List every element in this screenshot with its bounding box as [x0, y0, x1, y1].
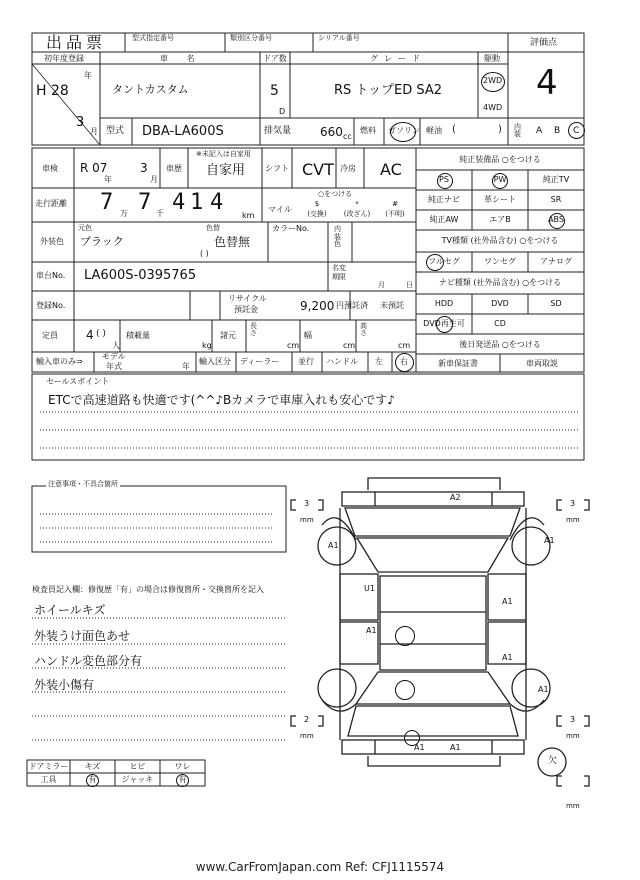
mark-rear-1: A1	[414, 743, 425, 752]
sen-unit: 千	[156, 209, 164, 218]
navi-sd: SD	[550, 299, 562, 308]
interior-a: A	[536, 126, 543, 136]
dealer-option: ディーラー	[240, 357, 280, 366]
legend-mirror: ドアミラー	[28, 762, 69, 771]
mileage-digit-3: 4	[172, 190, 186, 215]
unknown-label: (不明)	[385, 210, 405, 218]
color-value: ブラック	[80, 235, 124, 248]
recycle-unit: 円	[336, 301, 344, 310]
form-title: 出品票	[46, 33, 107, 52]
legend-tools-yes: 有	[88, 775, 97, 784]
shaken-label: 車検	[42, 164, 58, 173]
kei-bracket-close: )	[498, 124, 502, 135]
exchange-symbol: $	[314, 200, 320, 208]
color-change-label: 色替	[206, 224, 220, 232]
equip-pw: PW	[493, 175, 507, 184]
displacement-label: 排気量	[264, 126, 292, 136]
reg-label: 登録No.	[36, 301, 66, 310]
not-deposited: 未預託	[380, 301, 404, 310]
shaken-month-unit: 月	[150, 175, 158, 184]
ship-title: 後日発送品 ○をつける	[459, 340, 541, 349]
meter-note: ○をつける	[318, 190, 353, 198]
capacity-value: 4	[86, 328, 94, 342]
width-label: 幅	[304, 331, 312, 340]
aircon-value: AC	[380, 160, 402, 179]
width-cm: cm	[343, 341, 356, 350]
grade-value: RS トップED SA2	[334, 83, 443, 98]
deposited: 預託済	[344, 301, 368, 310]
equip-leather: 革シート	[484, 195, 516, 204]
equip-pw-circle	[492, 173, 508, 189]
car-name-label: 車 名	[160, 54, 203, 63]
legend-jack-yes: 有	[178, 775, 187, 784]
tv-fullseg: フルセグ	[428, 257, 460, 266]
score-value: 4	[536, 63, 558, 103]
model-year-unit: 年	[182, 362, 190, 371]
tread-fl-mm: mm	[300, 516, 314, 524]
first-reg-month: 3	[76, 115, 85, 130]
tampered-label: (改ざん)	[343, 210, 371, 218]
legend-tools: 工具	[40, 775, 57, 784]
mileage-digit-1: 7	[100, 190, 114, 215]
footer-watermark: www.CarFromJapan.com Ref: CFJ1115574	[195, 860, 445, 874]
shaken-year: R 07	[80, 161, 108, 175]
tampered-symbol: *	[355, 200, 359, 208]
equip-navi: 純正ナビ	[428, 195, 460, 204]
name-change-month: 月	[378, 281, 385, 289]
spare-mm: mm	[566, 802, 580, 810]
tv-title: TV種類 (社外品含む) ○をつける	[441, 236, 559, 245]
equip-airbag: エアB	[489, 215, 511, 224]
man-unit: 万	[120, 209, 128, 218]
legend-crack: ヒビ	[129, 762, 146, 771]
length-cm: cm	[287, 341, 300, 350]
color-label: 外装色	[40, 237, 64, 246]
tv-fullseg-circle	[426, 254, 444, 271]
interior-selected-circle	[568, 122, 585, 139]
category-label: 類別区分番号	[230, 34, 272, 42]
history-note: ※未記入は自家用	[196, 150, 251, 158]
handle-left: 左	[375, 357, 383, 366]
tv-oneseg: ワンセグ	[484, 257, 516, 266]
displacement-value: 660	[320, 125, 343, 139]
equip-ps-circle	[437, 173, 453, 189]
history-value: 自家用	[206, 163, 246, 178]
note-item-2: 外装うけ面色あせ	[34, 629, 131, 643]
note-item-4: 外装小傷有	[34, 678, 95, 692]
tread-fr: 3	[570, 499, 576, 508]
color-change-value: 色替無	[214, 235, 251, 249]
equip-aw: 純正AW	[429, 215, 459, 224]
mileage-digit-5: 4	[210, 190, 224, 215]
equip-sr: SR	[550, 195, 562, 204]
first-reg-label: 初年度登録	[44, 54, 84, 63]
door-label: ドア数	[263, 54, 287, 63]
handle-right: 右	[400, 357, 408, 366]
fuel-selected-circle	[390, 122, 416, 142]
load-label: 積載量	[126, 331, 150, 340]
interior-b: B	[554, 126, 561, 136]
car-name: タントカスタム	[112, 83, 189, 96]
mileage-label: 走行距離	[35, 199, 67, 208]
kg-unit: kg	[202, 341, 212, 350]
handle-label: ハンドル	[326, 357, 358, 366]
color-num-label: カラーNo.	[272, 224, 310, 233]
color-paren: ( )	[200, 249, 209, 258]
capacity-label: 定員	[42, 331, 58, 340]
serial-label: シリアル番号	[318, 34, 360, 42]
note-item-1: ホイールキズ	[34, 603, 106, 617]
interior-label: 内装	[514, 123, 521, 138]
car-diagram	[291, 478, 589, 786]
navi-dvd-play-circle	[436, 316, 453, 333]
exchange-label: (交換)	[307, 210, 327, 218]
drive-2wd: 2WD	[483, 76, 503, 85]
mark-rear-2: A1	[450, 743, 461, 752]
chassis-label: 車台No.	[36, 271, 66, 280]
navi-title: ナビ種類 (社外品含む) ○をつける	[438, 278, 562, 287]
equipment-title: 純正装備品 ○をつける	[459, 155, 541, 164]
model-year-label-a: モデル	[102, 352, 126, 361]
fuel-label: 燃料	[360, 126, 376, 135]
tread-fl: 3	[304, 499, 310, 508]
name-change-label-a: 名変	[332, 264, 346, 272]
aircon-label: 冷房	[340, 164, 356, 173]
sales-text: ETCで高速道路も快適です(^^♪Bカメラで車庫入れも安心です♪	[48, 393, 395, 407]
first-reg-era: H 28	[36, 83, 69, 99]
capacity-unit: 人	[112, 341, 120, 350]
km-unit: km	[242, 211, 255, 220]
legend-jack: ジャッキ	[121, 775, 154, 784]
equip-abs: ABS	[548, 215, 564, 224]
navi-dvd-play: DVD再生可	[423, 319, 465, 328]
kei-label: 軽油	[426, 126, 442, 135]
legend-tools-circle	[86, 774, 99, 787]
navi-dvd: DVD	[491, 299, 509, 308]
handle-selected-circle	[395, 353, 414, 372]
shaken-year-unit: 年	[104, 175, 112, 184]
mileage-digit-2: 7	[138, 190, 152, 215]
mark-door-r2: A1	[502, 653, 513, 662]
model-year-label-b: 年式	[106, 362, 122, 371]
model-label: 型式	[106, 126, 125, 136]
ship-warranty: 新車保証書	[438, 359, 478, 368]
drive-label: 駆動	[484, 54, 500, 63]
tread-rl: 2	[304, 715, 310, 724]
ship-manual: 車両取説	[526, 359, 558, 368]
chassis-value: LA600S-0395765	[84, 268, 197, 283]
recycle-label-b: 預託金	[234, 305, 258, 314]
tread-rr-mm: mm	[566, 732, 580, 740]
mark-door-l: A1	[366, 626, 377, 635]
grade-label: グレード	[370, 54, 426, 63]
mile-option: マイル	[268, 205, 292, 214]
mark-door-r1: A1	[502, 597, 513, 606]
recycle-value: 9,200	[300, 299, 335, 313]
mark-circle-1	[395, 626, 415, 646]
mark-spare-missing: 欠	[548, 756, 558, 766]
mileage-digit-4: 1	[190, 190, 204, 215]
equip-ps: PS	[439, 175, 449, 184]
interior-c: C	[573, 126, 580, 136]
capacity-paren: ( )	[96, 329, 106, 339]
navi-cd: CD	[494, 319, 506, 328]
mark-front: A2	[450, 493, 461, 502]
tread-rr: 3	[570, 715, 576, 724]
door-count: 5	[270, 83, 279, 99]
inspector-title: 検査員記入欄：修復歴「有」の場合は修復箇所・交換箇所を記入	[32, 585, 264, 594]
shaken-month: 3	[140, 161, 148, 175]
name-change-day: 日	[406, 281, 413, 289]
month-unit: 月	[90, 127, 98, 136]
drive-selected-circle	[481, 72, 505, 92]
mark-wheel-fl: A1	[328, 541, 339, 550]
fuel-value: ガソリン	[388, 126, 420, 135]
parallel-option: 並行	[298, 357, 314, 366]
tread-fr-mm: mm	[566, 516, 580, 524]
kei-bracket-open: (	[452, 124, 456, 135]
cc-unit: cc	[343, 132, 352, 141]
door-d: D	[279, 107, 286, 116]
height-label: 高さ	[360, 322, 367, 337]
unknown-symbol: #	[392, 200, 398, 208]
shift-label: シフト	[265, 164, 289, 173]
equip-tv: 純正TV	[542, 175, 570, 184]
name-change-label-b: 期限	[332, 273, 346, 281]
mark-u1: U1	[364, 584, 375, 593]
equip-abs-circle	[549, 213, 565, 229]
score-label: 評価点	[530, 38, 558, 48]
shift-value: CVT	[302, 160, 334, 179]
mark-wheel-rr: A1	[538, 685, 549, 694]
history-label: 車歴	[166, 164, 182, 173]
import-label: 輸入車のみ⇒	[36, 357, 83, 366]
sales-label: セールスポイント	[46, 377, 110, 386]
notes-title: 注意事項・不具合箇所	[48, 480, 118, 488]
legend-broken: ワレ	[174, 762, 191, 771]
height-cm: cm	[398, 341, 411, 350]
mark-circle-3	[404, 730, 420, 746]
type-spec-label: 型式指定番号	[132, 34, 174, 42]
dims-label: 諸元	[220, 331, 236, 340]
tv-analog: アナログ	[540, 257, 572, 266]
mark-wheel-fr: A1	[544, 536, 555, 545]
legend-jack-circle	[176, 774, 189, 787]
import-type-label: 輸入区分	[199, 357, 231, 366]
legend-scratch: キズ	[84, 762, 101, 771]
tread-rl-mm: mm	[300, 732, 314, 740]
note-item-3: ハンドル変色部分有	[34, 654, 143, 668]
drive-4wd: 4WD	[483, 103, 503, 112]
year-unit: 年	[84, 71, 92, 80]
model-value: DBA-LA600S	[142, 124, 224, 139]
recycle-label-a: リサイクル	[228, 294, 267, 303]
orig-color-label: 元色	[78, 224, 92, 232]
mark-circle-2	[395, 680, 415, 700]
interior-color-label: 内装色	[334, 225, 341, 249]
length-label: 長さ	[250, 322, 257, 337]
navi-hdd: HDD	[434, 299, 454, 308]
